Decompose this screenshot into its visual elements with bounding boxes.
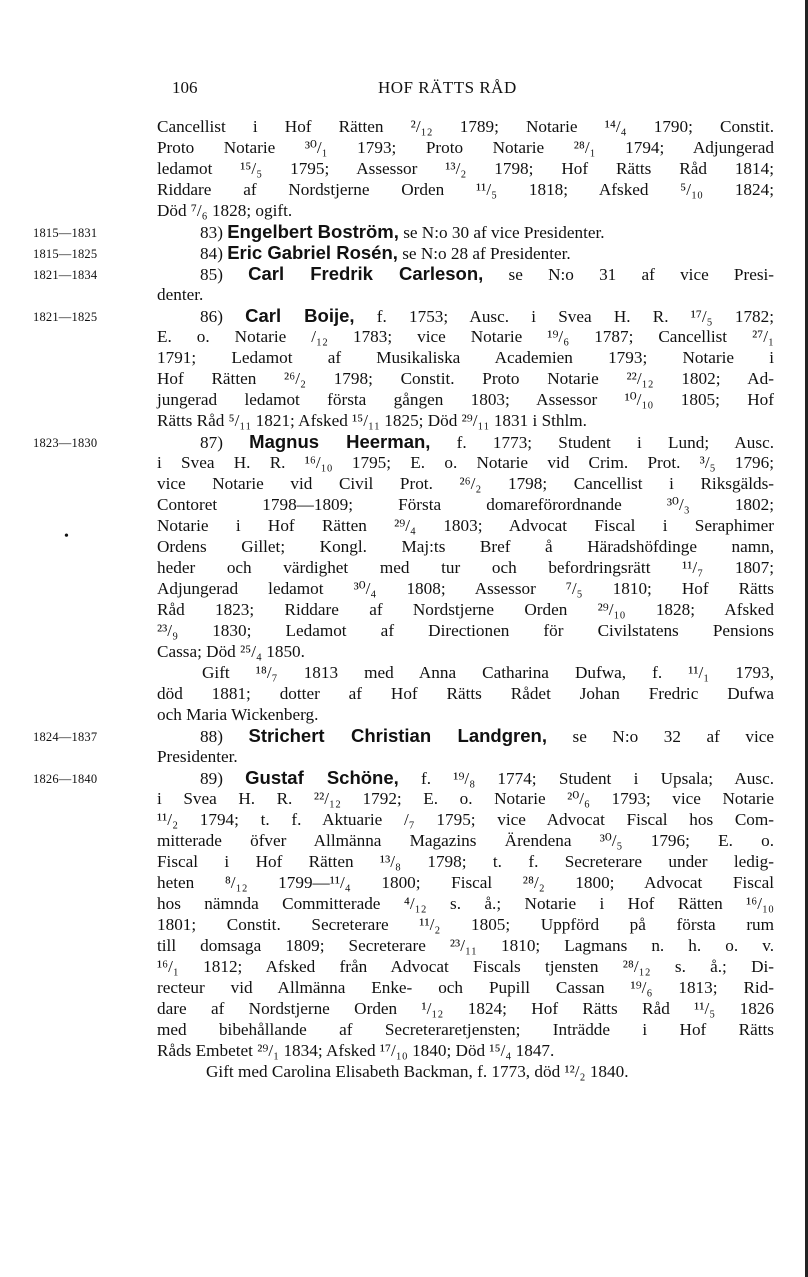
text-line: Död ⁷/₆ 1828; ogift. (157, 201, 293, 220)
text-line: mitterade öfver Allmänna Magazins Ärendena ³⁰/₅ 1796; E. o. (157, 831, 774, 850)
margin-bullet: • (64, 529, 69, 544)
text-line: 1791; Ledamot af Musikaliska Academien 1793; Notarie i (157, 348, 774, 367)
entry-86-heading (200, 305, 774, 326)
text-line: vice Notarie vid Civil Prot. ²⁶/₂ 1798; Cancellist i Riksgälds- (157, 474, 774, 493)
text-line: Råds Embetet ²⁹/₁ 1834; Afsked ¹⁷/₁₀ 1840; Död ¹⁵/₄ 1847. (157, 1041, 555, 1060)
text-line: Proto Notarie ³⁰/₁ 1793; Proto Notarie ²⁸/₁ 1794; Adjungerad (157, 138, 774, 157)
entry-text: se N:o 28 af Presidenter. (402, 244, 571, 263)
text-line: Hof Rätten ²⁶/₂ 1798; Constit. Proto Notarie ²²/₁₂ 1802; Ad- (157, 369, 774, 388)
text-line: Contoret 1798—1809; Första domareförordnande ³⁰/₃ 1802; (157, 495, 774, 514)
page-number: 106 (172, 78, 198, 97)
text-line: till domsaga 1809; Secreterare ²³/₁₁ 1810; Lagmans n. h. o. v. (157, 936, 774, 955)
entry-number: 83) (200, 223, 223, 242)
text-line: Gift med Carolina Elisabeth Backman, f. 1773, död ¹²/₂ 1840. (206, 1062, 629, 1081)
tenure-years: 1815—1831 (33, 226, 98, 240)
tenure-years: 1824—1837 (33, 730, 98, 744)
entry-85-heading (200, 263, 774, 284)
entry-text: f. 1773; Student i Lund; Ausc. (456, 433, 774, 452)
text-line: ledamot ¹⁵/₅ 1795; Assessor ¹³/₂ 1798; Hof Rätts Råd 1814; (157, 159, 774, 178)
text-line: denter. (157, 285, 204, 304)
text-line: heten ⁸/₁₂ 1799—¹¹/₄ 1800; Fiscal ²⁸/₂ 1800; Advocat Fiscal (157, 873, 774, 892)
text-line: hos nämnda Committerade ⁴/₁₂ s. å.; Notarie i Hof Rätten ¹⁶/₁₀ (157, 894, 774, 913)
entry-number: 85) (200, 265, 223, 284)
tenure-years: 1815—1825 (33, 247, 98, 261)
entry-number: 87) (200, 433, 223, 452)
tenure-years: 1821—1825 (33, 310, 98, 324)
person-name: Magnus Heerman, (249, 431, 431, 452)
entry-88-heading (200, 725, 774, 746)
entry-text: f. ¹⁹/₈ 1774; Student i Upsala; Ausc. (421, 769, 774, 788)
running-title: HOF RÄTTS RÅD (378, 78, 517, 97)
text-line: Råd 1823; Riddare af Nordstjerne Orden ²⁹/₁₀ 1828; Afsked (157, 600, 774, 619)
page-body (0, 116, 808, 1256)
text-line: Notarie i Hof Rätten ²⁹/₄ 1803; Advocat Fiscal i Seraphimer (157, 516, 774, 535)
tenure-years: 1826—1840 (33, 772, 98, 786)
entry-87-heading (200, 431, 774, 452)
entry-89-heading (200, 767, 774, 788)
text-line: död 1881; dotter af Hof Rätts Rådet Johan Fredric Dufwa (157, 684, 774, 703)
text-line: Gift ¹⁸/₇ 1813 med Anna Catharina Dufwa, f. ¹¹/₁ 1793, (202, 663, 774, 682)
entry-text: se N:o 31 af vice Presi- (508, 265, 775, 284)
person-name: Strichert Christian Landgren, (248, 725, 547, 746)
text-line: Riddare af Nordstjerne Orden ¹¹/₅ 1818; Afsked ⁵/₁₀ 1824; (157, 180, 774, 199)
tenure-years: 1823—1830 (33, 436, 98, 450)
text-line: Presidenter. (157, 747, 238, 766)
text-line: Cancellist i Hof Rätten ²/₁₂ 1789; Notarie ¹⁴/₄ 1790; Constit. (157, 117, 774, 136)
text-line: heder och värdighet med tur och befordringsrätt ¹¹/₇ 1807; (157, 558, 774, 577)
entry-text: se N:o 30 af vice Presidenter. (403, 223, 605, 242)
entry-text: se N:o 32 af vice (572, 727, 775, 746)
text-line: ¹¹/₂ 1794; t. f. Aktuarie /₇ 1795; vice Advocat Fiscal hos Com- (157, 810, 774, 829)
person-name: Eric Gabriel Rosén, (227, 242, 398, 263)
entry-number: 89) (200, 769, 223, 788)
text-line: med bibehållande af Secreteraretjensten; Inträdde i Hof Rätts (157, 1020, 774, 1039)
entry-number: 84) (200, 244, 223, 263)
text-line: ²³/₉ 1830; Ledamot af Directionen för Civilstatens Pensions (157, 621, 774, 640)
entry-84-heading (200, 242, 774, 263)
text-line: i Svea H. R. ²²/₁₂ 1792; E. o. Notarie ²⁰/₆ 1793; vice Notarie (157, 789, 774, 808)
person-name: Gustaf Schöne, (245, 767, 399, 788)
text-line: Rätts Råd ⁵/₁₁ 1821; Afsked ¹⁵/₁₁ 1825; Död ²⁹/₁₁ 1831 i Sthlm. (157, 411, 587, 430)
page-header (0, 78, 808, 102)
text-line: i Svea H. R. ¹⁶/₁₀ 1795; E. o. Notarie vid Crim. Prot. ³/₅ 1796; (157, 453, 774, 472)
entry-83-heading (200, 221, 774, 242)
text-line: Fiscal i Hof Rätten ¹³/₈ 1798; t. f. Secreterare under ledig- (157, 852, 774, 871)
text-line: och Maria Wickenberg. (157, 705, 319, 724)
text-line: Adjungerad ledamot ³⁰/₄ 1808; Assessor ⁷/₅ 1810; Hof Rätts (157, 579, 774, 598)
person-name: Carl Fredrik Carleson, (248, 263, 484, 284)
person-name: Engelbert Boström, (227, 221, 399, 242)
text-line: recteur vid Allmänna Enke- och Pupill Cassan ¹⁹/₆ 1813; Rid- (157, 978, 774, 997)
text-line: ¹⁶/₁ 1812; Afsked från Advocat Fiscals tjensten ²⁸/₁₂ s. å.; Di- (157, 957, 774, 976)
text-line: E. o. Notarie /₁₂ 1783; vice Notarie ¹⁹/₆ 1787; Cancellist ²⁷/₁ (157, 327, 774, 346)
person-name: Carl Boije, (245, 305, 355, 326)
entry-text: f. 1753; Ausc. i Svea H. R. ¹⁷/₅ 1782; (376, 307, 775, 326)
entry-number: 88) (200, 727, 223, 746)
text-line: dare af Nordstjerne Orden ¹/₁₂ 1824; Hof Rätts Råd ¹¹/₅ 1826 (157, 999, 774, 1018)
text-line: 1801; Constit. Secreterare ¹¹/₂ 1805; Uppförd på första rum (157, 915, 774, 934)
text-line: Cassa; Död ²⁵/₄ 1850. (157, 642, 305, 661)
text-line: Ordens Gillet; Kongl. Maj:ts Bref å Häradshöfdinge namn, (157, 537, 774, 556)
text-line: jungerad ledamot första gången 1803; Assessor ¹⁰/₁₀ 1805; Hof (157, 390, 774, 409)
entry-number: 86) (200, 307, 223, 326)
tenure-years: 1821—1834 (33, 268, 98, 282)
